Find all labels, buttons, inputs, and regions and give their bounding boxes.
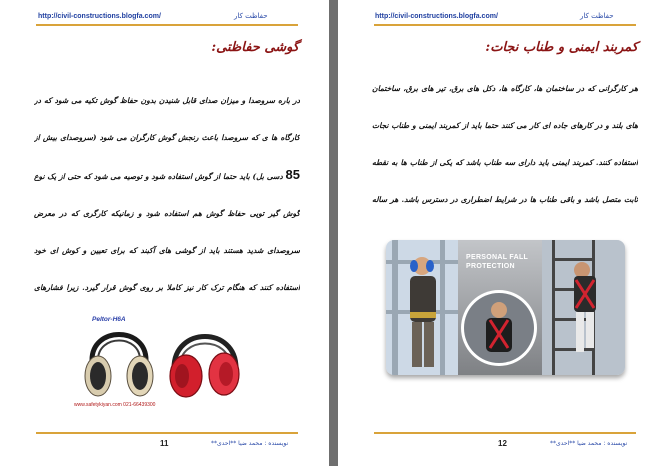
page-right (338, 0, 668, 466)
footer-author: نویسنده : محمد ضیا **احدی** (550, 440, 628, 447)
image-banner-line2: PROTECTION (466, 263, 515, 270)
image-footer-text: www.safetykiyan.com 021-66439300 (74, 402, 156, 408)
header-rule (374, 24, 636, 26)
header-url[interactable]: http://civil-constructions.blogfa.com/ (375, 13, 498, 20)
footer-rule (36, 432, 298, 434)
section-paragraph: هر کارگرانی که در ساختمان ها، کارگاه ها، دکل های برق، تیر های برق، ساختمان های بلند و در کارهای جاده ای کار می کنند حتما باید از کمربند ایمنی و طناب نجات استفاده کنند. کمربند ایمنی باید دارای سه طناب باشد که یکی از طناب ها به نقطه ثابت متصل باشد و باقی طناب ها در شرایط اضطراری در دسترس باشد. هر ساله (372, 84, 638, 204)
page-number: 12 (498, 439, 507, 448)
page-number: 11 (160, 439, 169, 448)
footer-author: نویسنده : محمد ضیا **احدی** (211, 440, 289, 447)
fall-protection-image (386, 240, 625, 375)
image-banner-line1: PERSONAL FALL (466, 254, 529, 261)
header-title: حفاظت کار (234, 12, 268, 20)
header-url[interactable]: http://civil-constructions.blogfa.com/ (38, 13, 161, 20)
section-heading: گوشی حفاظتی: (211, 40, 299, 55)
image-brand-label: Peltor-H6A (92, 316, 126, 323)
earmuffs-illustration (74, 312, 244, 412)
footer-rule (374, 432, 636, 434)
header-title: حفاظت کار (580, 12, 614, 20)
section-paragraph (34, 82, 300, 297)
paragraph-text-cont: دسی بل) باید حتما از گوش استفاده شود و توصیه می شود که حتی از یک نوع گوش گیر تویی حفاظ گوش هم استفاده شود و زمانیکه کارگری که در معرض سروصدای شدید هستند باید از گوشی های آکبند که برای تعیین و کوش ای خود استفاده کنند که هنگام ترک کار نیز کاملا بر روی گوش قرار گیرد. زیرا فشارهای (34, 172, 300, 292)
section-heading: کمربند ایمنی و طناب نجات: (485, 40, 638, 55)
header-rule (36, 24, 298, 26)
earmuff-image (74, 312, 244, 412)
decibel-value: 85 (285, 167, 300, 182)
paragraph-text: در باره سروصدا و میزان صدای قابل شنیدن بدون حفاظ گوش تکیه می شود که در کارگاه ها ی که سروصدا باعث رنجش گوش کارگران می شود (سروصدای بیش از (34, 96, 300, 142)
page-left (0, 0, 329, 466)
